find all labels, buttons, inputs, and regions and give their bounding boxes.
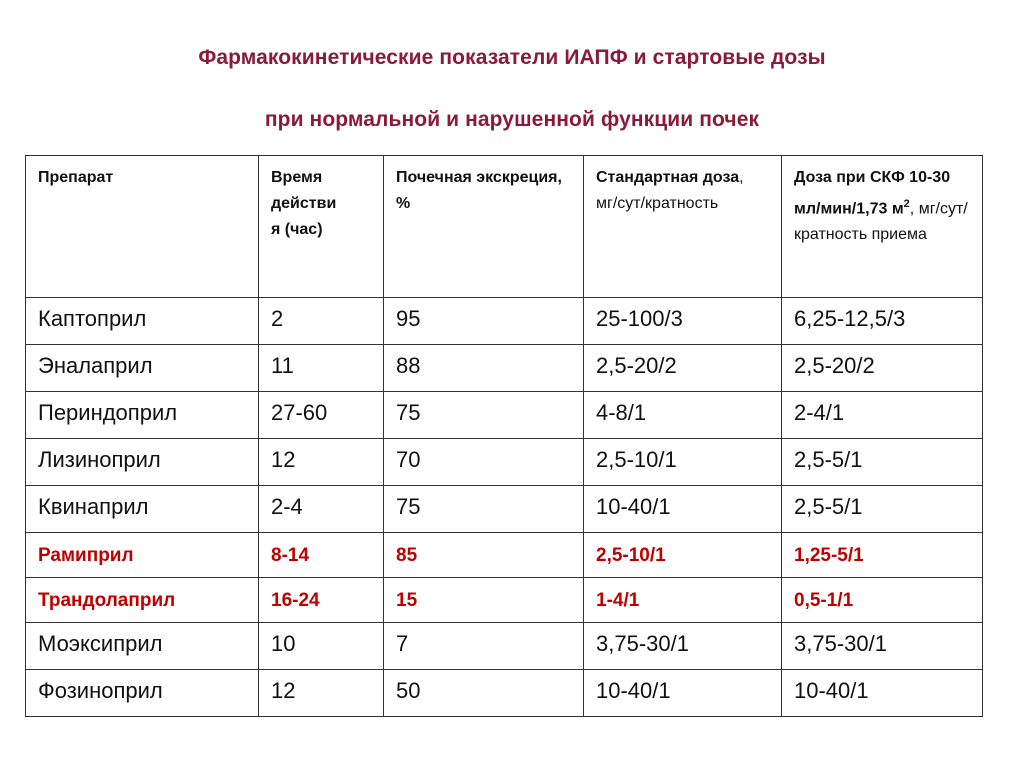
cell-drug: Эналаприл [26, 345, 259, 392]
cell-standard-dose: 2,5-10/1 [584, 533, 782, 578]
table-row [26, 392, 983, 439]
cell-gfr-dose: 2,5-5/1 [782, 439, 983, 486]
cell-standard-dose: 25-100/3 [584, 298, 782, 345]
cell-gfr-dose: 2-4/1 [782, 392, 983, 439]
cell-standard-dose: 4-8/1 [584, 392, 782, 439]
cell-renal: 7 [384, 623, 584, 670]
cell-drug: Квинаприл [26, 486, 259, 533]
cell-gfr-dose: 1,25-5/1 [782, 533, 983, 578]
cell-duration: 16-24 [259, 578, 384, 623]
cell-gfr-dose: 2,5-20/2 [782, 345, 983, 392]
cell-renal: 75 [384, 392, 584, 439]
cell-drug: Каптоприл [26, 298, 259, 345]
header-gfr-dose: Доза при СКФ 10-30 мл/мин/1,73 $м^2$, мг/сут/кратность приема [782, 156, 983, 298]
cell-standard-dose: 10-40/1 [584, 486, 782, 533]
table-row-highlighted [26, 578, 983, 623]
cell-renal: 15 [384, 578, 584, 623]
cell-duration: 27-60 [259, 392, 384, 439]
header-row [26, 156, 983, 298]
cell-gfr-dose: 6,25-12,5/3 [782, 298, 983, 345]
cell-duration: 11 [259, 345, 384, 392]
table-row [26, 486, 983, 533]
cell-renal: 70 [384, 439, 584, 486]
cell-renal: 50 [384, 670, 584, 717]
title-line-1: Фармакокинетические показатели ИАПФ и стартовые дозы [198, 46, 826, 69]
table-row [26, 298, 983, 345]
cell-drug: Моэксиприл [26, 623, 259, 670]
cell-standard-dose: 10-40/1 [584, 670, 782, 717]
cell-drug: Лизиноприл [26, 439, 259, 486]
cell-standard-dose: 2,5-10/1 [584, 439, 782, 486]
cell-gfr-dose: 10-40/1 [782, 670, 983, 717]
cell-duration: 2-4 [259, 486, 384, 533]
cell-standard-dose: 1-4/1 [584, 578, 782, 623]
cell-duration: 10 [259, 623, 384, 670]
cell-drug: Фозиноприл [26, 670, 259, 717]
cell-duration: 2 [259, 298, 384, 345]
cell-duration: 8-14 [259, 533, 384, 578]
table-row [26, 670, 983, 717]
cell-gfr-dose: 2,5-5/1 [782, 486, 983, 533]
header-renal-excretion: Почечная экскреция, % [384, 156, 584, 298]
cell-renal: 85 [384, 533, 584, 578]
ace-inhibitor-table [25, 155, 983, 717]
cell-duration: 12 [259, 670, 384, 717]
table-row [26, 439, 983, 486]
cell-standard-dose: 3,75-30/1 [584, 623, 782, 670]
cell-drug: Периндоприл [26, 392, 259, 439]
cell-duration: 12 [259, 439, 384, 486]
cell-drug: Рамиприл [26, 533, 259, 578]
table-row-highlighted [26, 533, 983, 578]
cell-renal: 75 [384, 486, 584, 533]
cell-drug: Трандолаприл [26, 578, 259, 623]
table-row [26, 345, 983, 392]
cell-renal: 95 [384, 298, 584, 345]
cell-gfr-dose: 0,5-1/1 [782, 578, 983, 623]
header-duration: Время действи я (час) [259, 156, 384, 298]
cell-renal: 88 [384, 345, 584, 392]
title-line-2: при нормальной и нарушенной функции почек [264, 108, 760, 131]
table-row [26, 623, 983, 670]
cell-standard-dose: 2,5-20/2 [584, 345, 782, 392]
header-standard-dose: Стандартная доза, мг/сут/кратность [584, 156, 782, 298]
header-drug: Препарат [26, 156, 259, 298]
cell-gfr-dose: 3,75-30/1 [782, 623, 983, 670]
